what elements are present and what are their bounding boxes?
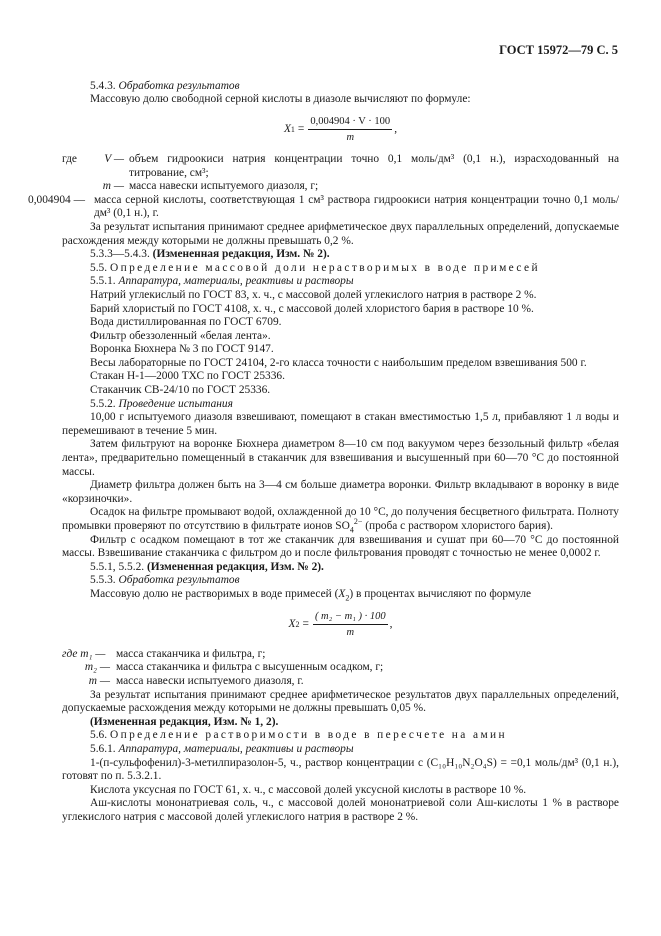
definition-text: масса стаканчика и фильтра, г;	[116, 647, 266, 660]
amendment-text: (Измененная редакция, Изм. № 2).	[152, 248, 330, 261]
section-number: 5.6.	[90, 729, 108, 742]
formula-eq: =	[297, 123, 305, 136]
section-number: 5.4.3.	[90, 79, 116, 92]
section-number: 5.5.1.	[90, 275, 116, 288]
section-5-5-2-heading	[62, 398, 619, 412]
formula-x1: X 1 = $\frac{0,004904 \cdot V \cdot 100}{m}$ ,	[283, 115, 398, 144]
list-item: Весы лабораторные по ГОСТ 24104, 2-го класса точности с наибольшим пределом взвешивания 500 г.	[90, 356, 587, 369]
formula-denominator: m	[346, 132, 355, 144]
paragraph-part: (проба с раствором хлористого бария).	[362, 520, 553, 532]
result-text: За результат испытания принимают среднее арифметическое двух параллельных определений, допускаемые расхождения между которыми не должны превышать 0,2 %.	[62, 220, 619, 247]
ion-charge: 2−	[353, 517, 363, 527]
list-item: Барий хлористый по ГОСТ 4108, х. ч., с массовой долей хлористого бария в растворе 10 %.	[90, 302, 534, 315]
formula-fraction	[313, 610, 388, 640]
result-text: За результат испытания принимают среднее арифметическое результатов двух параллельных определений, допускаемые расхождения между которыми не должны превышать 0,05 %.	[62, 688, 619, 715]
definition-key: V —	[104, 152, 124, 165]
amendment-number: 5.5.1, 5.5.2.	[90, 560, 145, 573]
formula-x2: X 2 = $\frac{\text{( m₂ − m₁ ) · 100}}{m}$ ,	[288, 610, 393, 639]
formula-fraction	[308, 115, 392, 145]
definition-constant	[28, 194, 619, 221]
formula-eq: =	[302, 617, 309, 630]
definition-key: m₂ —	[84, 661, 110, 674]
section-title: Определение массовой доли нерастворимых в воде примесей	[109, 261, 540, 274]
definition-key: m —	[102, 180, 124, 193]
list-item: Стакан Н-1—2000 ТХС по ГОСТ 25336.	[90, 370, 285, 383]
formula-lhs: X	[288, 617, 296, 630]
definition-m1	[62, 648, 619, 662]
paragraph: Затем фильтруют на воронке Бюхнера диаметром 8—10 см под вакуумом через беззольный фильтр «белая лента», предварительно помещенный в стаканчик для взвешивания и высушенный при 60—70 °С до постоянной массы.	[62, 438, 619, 478]
list-item: 1-(п-сульфофенил)-3-метилпиразолон-5, ч., раствор концентрации с (C₁₀H₁₀N₂O₄S) = =0,1 моль/дм³ (0,1 н.), готовят по п. 5.3.2.1.	[62, 756, 619, 783]
amendment-number: 5.3.3—5.4.3.	[90, 248, 150, 261]
section-title: Аппаратура, материалы, реактивы и растворы	[118, 742, 354, 755]
section-5-5-1-heading	[62, 275, 619, 289]
section-5-4-3-heading	[62, 80, 619, 94]
formula-denominator: m	[346, 627, 355, 639]
list-item: Воронка Бюхнера № 3 по ГОСТ 9147.	[90, 343, 274, 356]
section-5-5-3-heading	[62, 574, 619, 588]
formula-lhs: X	[283, 123, 291, 136]
definition-key: m —	[88, 674, 110, 687]
formula-tail: ,	[394, 123, 398, 136]
amendment-note	[62, 248, 619, 262]
list-item: Фильтр обеззоленный «белая лента».	[90, 329, 271, 342]
paragraph: 10,00 г испытуемого диазоля взвешивают, помещают в стакан вместимостью 1,5 л, прибавляют 1 л воды и перемешивают в течение 5 мин.	[62, 411, 619, 437]
definition-key: где m₁ —	[62, 647, 106, 660]
intro-variable-sub: 2	[345, 593, 350, 603]
section-title: Обработка результатов	[118, 79, 240, 92]
list-item: Вода дистиллированная по ГОСТ 6709.	[90, 316, 282, 329]
section-title: Определение растворимости в воде в пересчете на амин	[109, 729, 508, 742]
definition-m	[62, 180, 619, 194]
list-item: Кислота уксусная по ГОСТ 61, х. ч., с массовой долей уксусной кислоты в растворе 10 %.	[90, 783, 527, 796]
amendment-note	[62, 561, 619, 575]
section-number: 5.6.1.	[90, 742, 116, 755]
ion-subscript: 4	[349, 525, 354, 535]
section-number: 5.5.	[90, 261, 108, 274]
definition-m	[62, 675, 619, 689]
intro-variable: X	[338, 587, 346, 600]
list-item: Натрий углекислый по ГОСТ 83, х. ч., с массовой долей углекислого натрия в растворе 2 %.	[90, 288, 537, 301]
definition-text: масса навески испытуемого диазоля, г;	[129, 180, 319, 193]
formula-numerator: ( m₂ − m₁ ) · 100	[313, 610, 388, 626]
formula-numerator: 0,004904 · V · 100	[308, 115, 392, 131]
formula-tail: ,	[389, 617, 393, 630]
intro-part: Массовую долю не растворимых в воде примесей (	[90, 587, 339, 600]
definition-text: масса стаканчика и фильтра с высушенным осадком, г;	[116, 661, 384, 674]
formula-intro	[62, 588, 619, 602]
definition-m2	[62, 661, 619, 675]
amendment-text: (Измененная редакция, Изм. № 2).	[146, 560, 324, 573]
section-5-6-1-heading	[62, 743, 619, 757]
paragraph	[62, 506, 619, 533]
paragraph-part: Осадок на фильтре промывают водой, охлажденной до 10 °С, до получения бесцветного фильтрата. Полноту промывки проверяют по отсутствию в фильтрате ионов SO	[62, 506, 619, 532]
page-header: ГОСТ 15972—79 С. 5	[499, 43, 618, 57]
definition-v	[62, 153, 619, 180]
amendment-note: (Измененная редакция, Изм. № 1, 2).	[90, 715, 279, 728]
section-5-5-heading	[62, 262, 619, 276]
paragraph: Диаметр фильтра должен быть на 3—4 см больше диаметра воронки. Фильтр вкладывают в воронку в виде «корзиночки».	[62, 479, 619, 505]
where-label: где	[62, 152, 77, 165]
section-title: Аппаратура, материалы, реактивы и растворы	[118, 275, 354, 288]
definition-key: 0,004904 —	[28, 193, 85, 206]
intro-part: ) в процентах вычисляют по формуле	[349, 587, 532, 600]
definition-text: масса серной кислоты, соответствующая 1 см³ раствора гидроокиси натрия концентрации точно 0,1 моль/дм³ (0,1 н.), г.	[94, 193, 619, 220]
formula-intro: Массовую долю свободной серной кислоты в диазоле вычисляют по формуле:	[90, 93, 471, 106]
paragraph: Фильтр с осадком помещают в тот же стаканчик для взвешивания и сушат при 60—70 °С до постоянной массы. Взвешивание стаканчика с фильтром до и после фильтрования проводят с точностью не менее 0,0002 г.	[62, 533, 619, 560]
section-title: Проведение испытания	[118, 397, 233, 410]
list-item: Стаканчик СВ-24/10 по ГОСТ 25336.	[90, 384, 271, 397]
section-number: 5.5.3.	[90, 574, 116, 587]
definition-text: объем гидроокиси натрия концентрации точно 0,1 моль/дм³ (0,1 н.), израсходованный на титрование, см³;	[129, 152, 619, 179]
section-number: 5.5.2.	[90, 397, 116, 410]
definition-text: масса навески испытуемого диазоля, г.	[116, 674, 304, 687]
section-5-6-heading	[62, 729, 619, 743]
section-title: Обработка результатов	[118, 574, 240, 587]
list-item: Аш-кислоты мононатриевая соль, ч., с массовой долей мононатриевой соли Аш-кислоты 1 % в растворе углекислого натрия с массовой долей углекислого натрия в растворе 2 %.	[62, 797, 619, 823]
